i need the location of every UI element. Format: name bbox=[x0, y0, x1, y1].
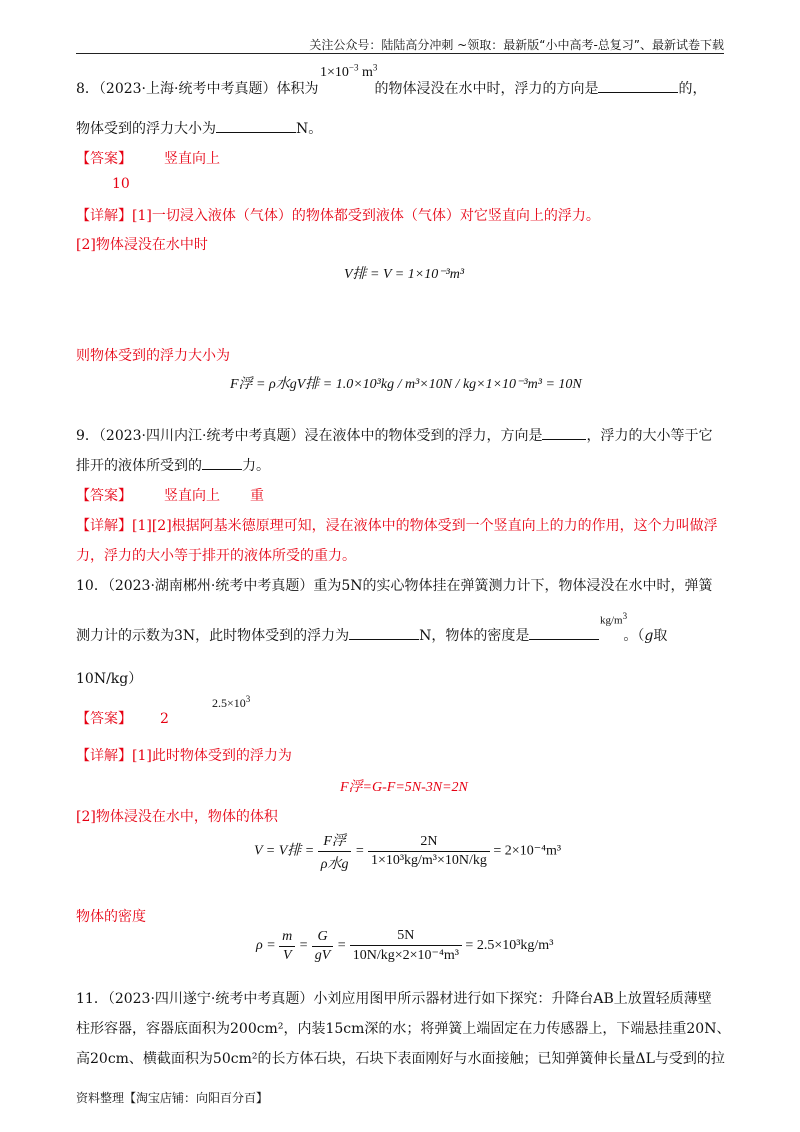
q10-answer-2: $2.5\times 10^3$ bbox=[212, 694, 251, 710]
q8-equation-1: V排 = V = 1×10⁻³m³ bbox=[344, 267, 465, 282]
q10-stem-line2: 测力计的示数为3N，此时物体受到的浮力为 N，物体的密度是 。（g取 bbox=[76, 625, 667, 645]
q9-stem-line2: 排开的液体所受到的 力。 bbox=[76, 455, 270, 475]
header-rule bbox=[76, 53, 724, 54]
q10-stem-line1: 10．（2023·湖南郴州·统考中考真题）重为5N的实心物体挂在弹簧测力计下，物体浸没在水中时，弹簧 bbox=[76, 578, 713, 594]
q9-blank-force[interactable] bbox=[202, 455, 242, 470]
page-footer: 资料整理【淘宝店铺：向阳百分百】 bbox=[76, 1091, 269, 1105]
page-header: 关注公众号：陆陆高分冲刺 ~领取：最新版“小中高考-总复习”、最新试卷下载 bbox=[309, 38, 724, 52]
q10-equation-3: ρ = $\frac{m}{V}$ = $\frac{G}{gV}$ = $\frac{5N}{\text{10N/kg×2×10⁻⁴m³}}$ = 2.5×10³kg/m³ bbox=[256, 928, 554, 963]
q10-density-unit: $kg/m^3$ bbox=[600, 611, 628, 627]
q11-stem-line1: 11．（2023·四川遂宁·统考中考真题）小刘应用图甲所示器材进行如下探究：升降台AB上放置轻质薄壁 bbox=[76, 991, 712, 1007]
q9-blank-direction[interactable] bbox=[542, 425, 586, 440]
q9-detail-1: 【详解】[1][2]根据阿基米德原理可知，浸在液体中的物体受到一个竖直向上的力的作用，这个力叫做浮 bbox=[76, 518, 718, 534]
q8-detail-3: 则物体受到的浮力大小为 bbox=[76, 348, 230, 364]
q8-answer: 【答案】 竖直向上 bbox=[76, 151, 220, 167]
q11-stem-line3: 高20cm、横截面积为50cm²的长方体石块，石块下表面刚好与水面接触；已知弹簧伸长量ΔL与受到的拉 bbox=[76, 1051, 725, 1067]
q10-detail-1: 【详解】[1]此时物体受到的浮力为 bbox=[76, 748, 292, 764]
q10-equation-2: V = V排 = $\frac{\text{F浮}}{\text{ρ水g}}$ = $\frac{2N}{\text{1×10³kg/m³×10N/kg}}$ = 2×10⁻⁴m³ bbox=[254, 830, 561, 873]
q8-answer-2: 10 bbox=[112, 176, 130, 192]
q8-detail-2: [2]物体浸没在水中时 bbox=[76, 237, 208, 253]
q10-stem-line3: 10N/kg） bbox=[76, 671, 143, 687]
q8-blank-force[interactable] bbox=[216, 118, 296, 133]
q8-stem-line1: 8．（2023·上海·统考中考真题）体积为 的物体浸没在水中时，浮力的方向是 的， bbox=[76, 78, 706, 98]
q10-detail-2: [2]物体浸没在水中，物体的体积 bbox=[76, 809, 278, 825]
q10-eq3-fraction-1: $\frac{m}{V}$ bbox=[279, 929, 295, 964]
q9-detail-2: 力，浮力的大小等于排开的液体所受的重力。 bbox=[76, 548, 356, 564]
q8-volume-expression: $1\times 10^{-3}$ $m^3$ bbox=[320, 62, 378, 80]
q9-stem-line1: 9．（2023·四川内江·统考中考真题）浸在液体中的物体受到的浮力，方向是 ，浮力的大小等于它 bbox=[76, 425, 712, 445]
q10-eq3-fraction-2: $\frac{G}{gV}$ bbox=[312, 929, 334, 964]
q8-blank-direction[interactable] bbox=[598, 78, 678, 93]
q10-blank-density[interactable] bbox=[529, 625, 599, 640]
q9-answer: 【答案】 竖直向上 重 bbox=[76, 488, 264, 504]
q8-stem-line2: 物体受到的浮力大小为 N。 bbox=[76, 118, 322, 138]
q10-eq2-fraction-2: $\frac{2N}{\text{1×10³kg/m³×10N/kg}}$ bbox=[368, 834, 490, 869]
q8-equation-2: F浮 = ρ水gV排 = 1.0×10³kg / m³×10N / kg×1×10⁻³m³ = 10N bbox=[230, 377, 582, 392]
q10-eq2-fraction-1: $\frac{\text{F浮}}{\text{ρ水g}}$ bbox=[318, 830, 352, 873]
q8-detail-1: 【详解】[1]一切浸入液体（气体）的物体都受到液体（气体）对它竖直向上的浮力。 bbox=[76, 208, 600, 224]
q10-eq3-fraction-3: $\frac{5N}{\text{10N/kg×2×10⁻⁴m³}}$ bbox=[350, 928, 462, 964]
q10-answer: 【答案】 2 bbox=[76, 711, 169, 727]
q10-detail-3: 物体的密度 bbox=[76, 909, 146, 925]
q10-equation-1: F浮=G-F=5N-3N=2N bbox=[340, 780, 468, 795]
q10-blank-buoyancy[interactable] bbox=[349, 625, 419, 640]
q11-stem-line2: 柱形容器，容器底面积为200cm²，内装15cm深的水；将弹簧上端固定在力传感器上，下端悬挂重20N、 bbox=[76, 1021, 731, 1037]
